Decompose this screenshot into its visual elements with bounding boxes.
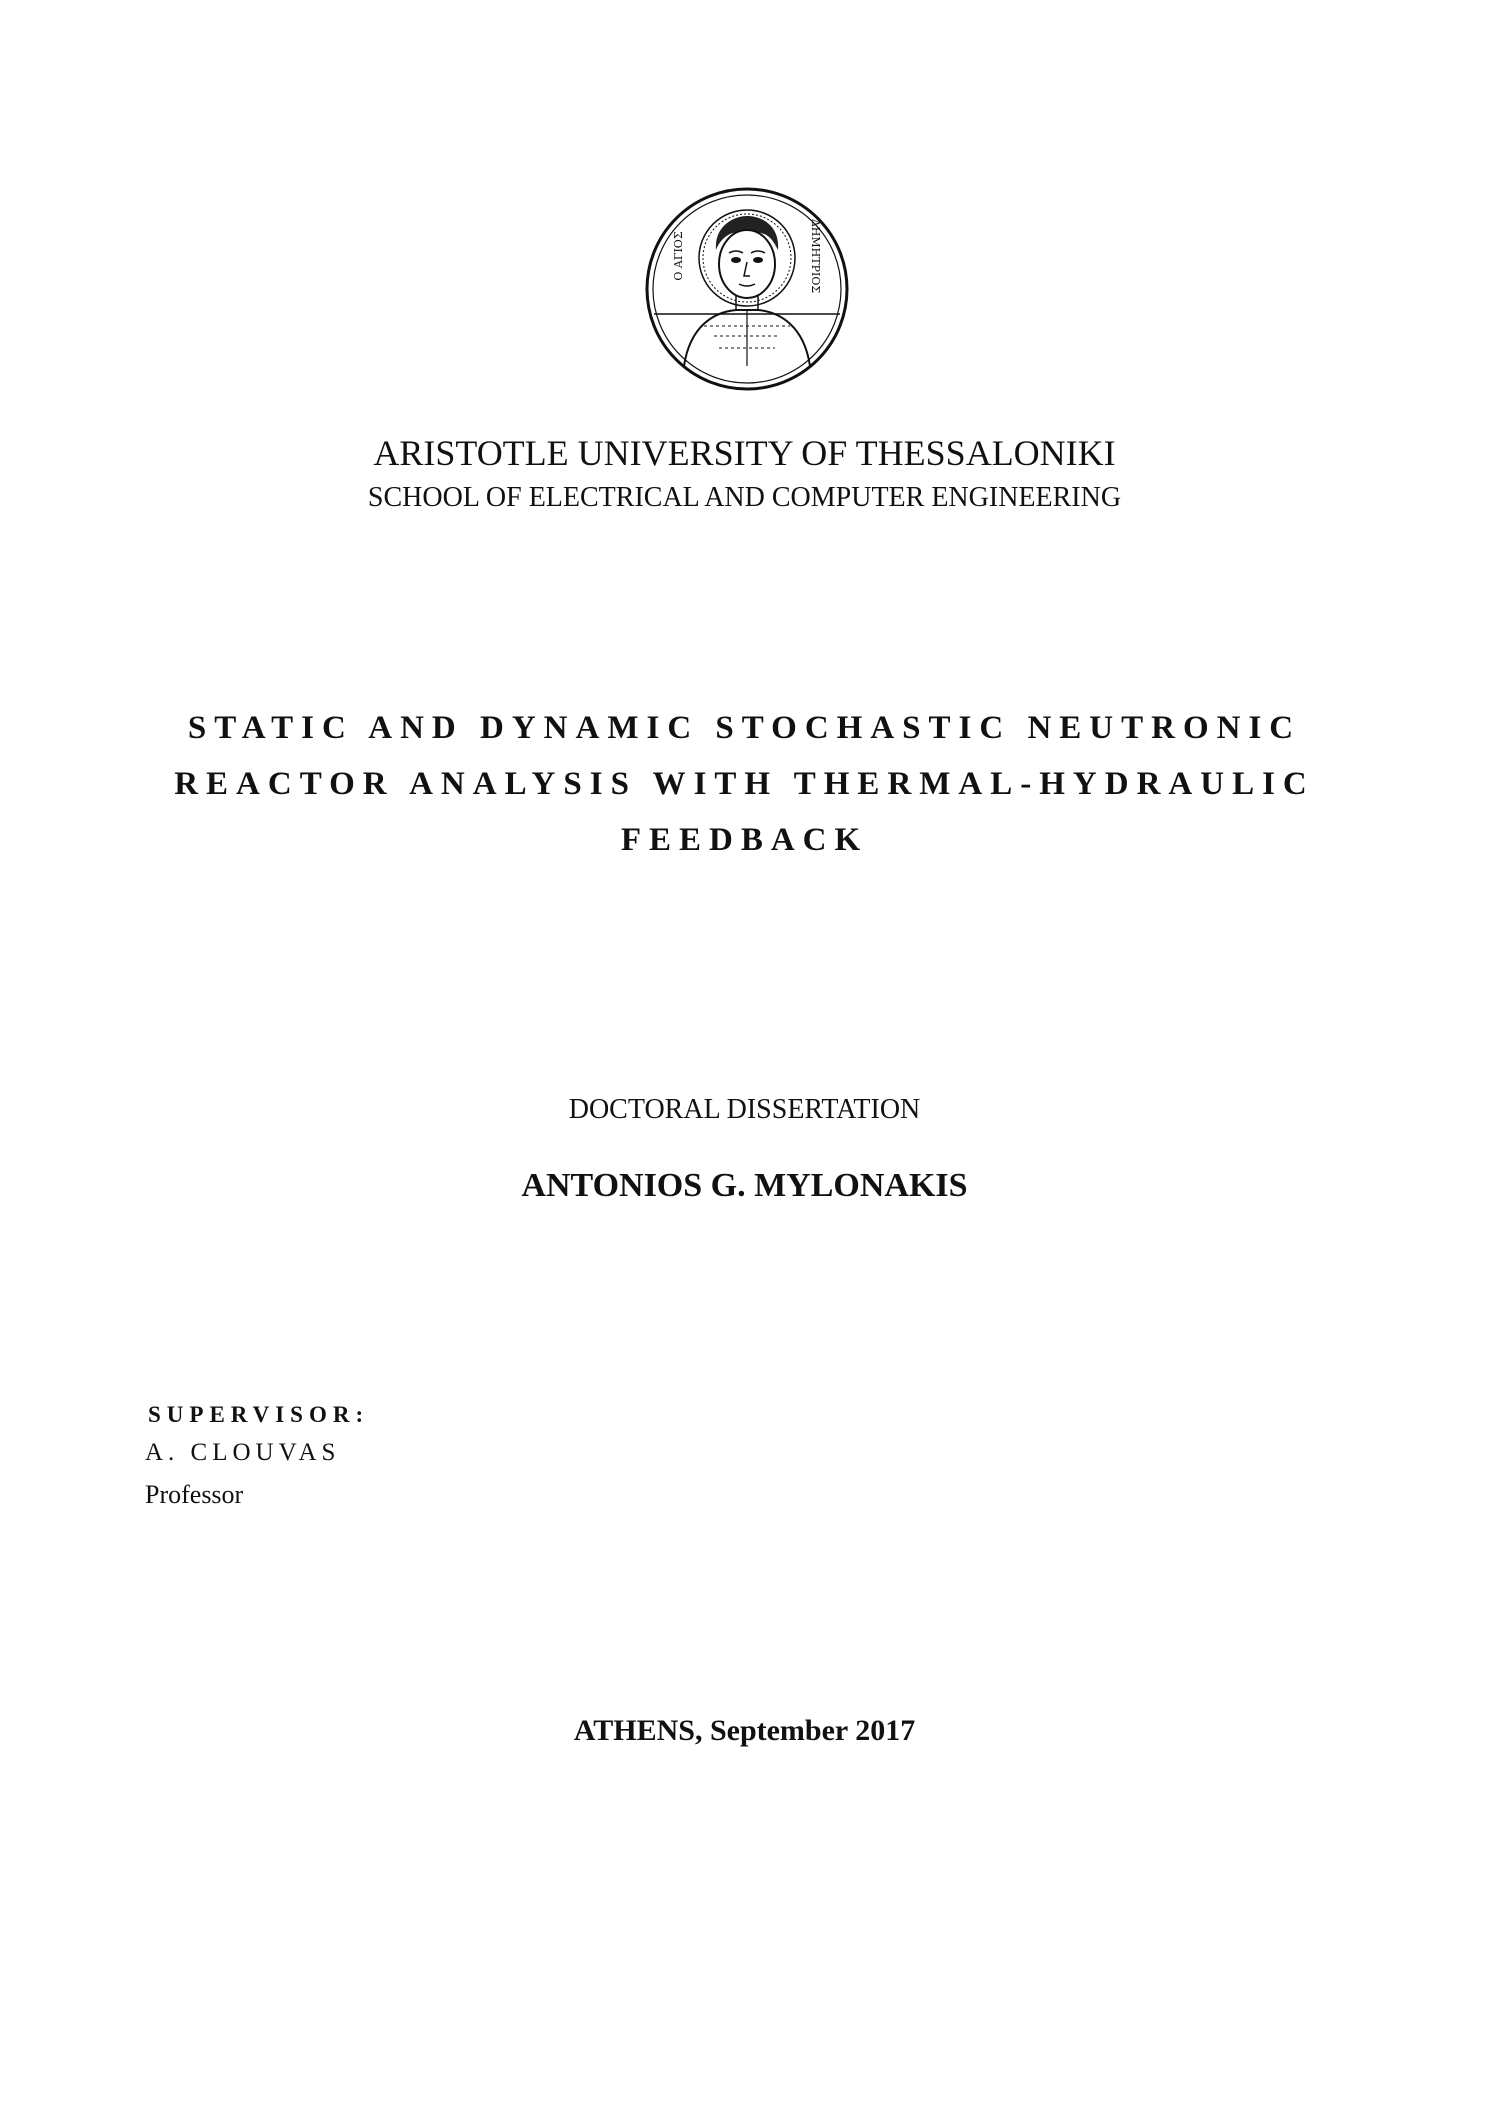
title-line-3: FEEDBACK (620, 822, 869, 858)
seal-right-inscription: ΔΗΜΗΤΡΙΟΣ (809, 218, 822, 294)
university-seal-icon (644, 186, 850, 392)
author-name: ANTONIOS G. MYLONAKIS (521, 1167, 968, 1204)
supervisor-title: Professor (145, 1480, 244, 1509)
supervisor-name: A. CLOUVAS (145, 1439, 341, 1466)
supervisor-label: SUPERVISOR: (148, 1402, 370, 1427)
seal-left-inscription: Ο ΑΓΙΟΣ (672, 231, 685, 281)
university-name: ARISTOTLE UNIVERSITY OF THESSALONIKI (373, 433, 1116, 473)
place-date: ATHENS, September 2017 (573, 1714, 916, 1747)
school-name: SCHOOL OF ELECTRICAL AND COMPUTER ENGINEERING (367, 482, 1122, 513)
title-line-1: STATIC AND DYNAMIC STOCHASTIC NEUTRONIC (187, 710, 1302, 746)
document-type: DOCTORAL DISSERTATION (568, 1094, 921, 1125)
dissertation-title (100, 700, 1389, 868)
title-line-2: REACTOR ANALYSIS WITH THERMAL-HYDRAULIC (174, 766, 1315, 802)
